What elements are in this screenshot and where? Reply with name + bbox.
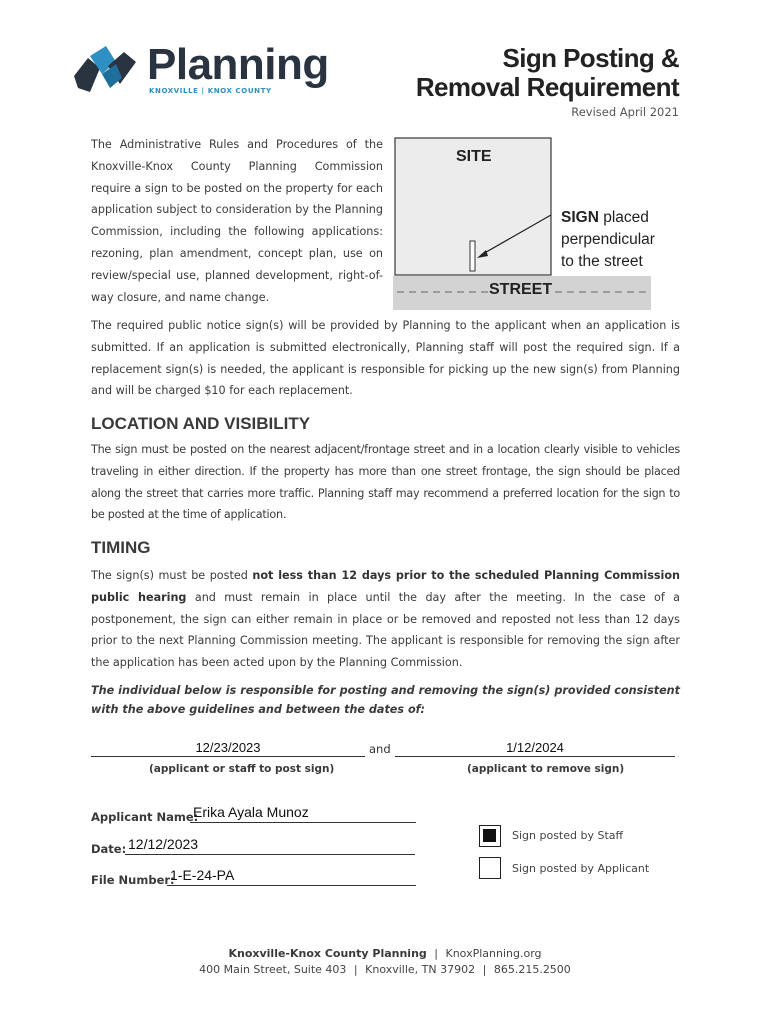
document-title — [416, 44, 679, 102]
logo-subtitle: KNOXVILLE | KNOX COUNTY — [149, 87, 272, 95]
logo-wordmark: Planning — [147, 40, 329, 89]
intro-paragraph: The Administrative Rules and Procedures of the Knoxville-Knox County Planning Commission require a sign to be posted on the property for each application subject to consideration by the Planning Commission, including the following applications: rezoning, plan amendment, concept plan, use on review/special use, planned development, right-of-way closure, and name change. — [91, 138, 383, 304]
notice-paragraph: The required public notice sign(s) will be provided by Planning to the applicant when an application is submitted. If an application is submitted electronically, Planning staff will post the required sign. If a replacement sign(s) is needed, the applicant is responsible for picking up the new sign(s) from Planning and will be charged $10 for each replacement. — [91, 319, 680, 398]
sign-placement-diagram — [393, 137, 655, 312]
staff-posted-checkbox[interactable] — [479, 825, 501, 847]
timing-text-bold: not less than 12 days prior to the scheduled Planning Commission public hearing — [91, 569, 680, 604]
footer-sep-2: | — [353, 963, 358, 976]
planning-logo — [72, 44, 140, 96]
post-date-caption: (applicant or staff to post sign) — [149, 763, 335, 775]
date-field[interactable] — [125, 836, 415, 855]
responsibility-note: The individual below is responsible for posting and removing the sign(s) provided consistent with the above guidelines and between the dates of: — [91, 684, 680, 716]
remove-date-value: 1/12/2024 — [506, 740, 564, 755]
logo-mark-icon — [72, 44, 140, 96]
applicant-posted-checkbox[interactable] — [479, 857, 501, 879]
applicant-name-value: Erika Ayala Munoz — [193, 804, 309, 820]
date-value: 12/12/2023 — [128, 836, 199, 852]
timing-heading: TIMING — [91, 538, 151, 557]
post-date-value: 12/23/2023 — [195, 740, 261, 755]
footer-city: Knoxville, TN 37902 — [365, 963, 476, 976]
timing-text-post: and must remain in place until the day after the meeting. In the case of a postponement, the sign can either remain in place or be removed and reposted not less than 12 days prior to the next Planning Commission meeting. The applicant is responsible for removing the sign after the application has been acted upon by the Planning Commission. — [91, 590, 681, 670]
file-number-value: 1-E-24-PA — [170, 867, 235, 883]
location-paragraph: The sign must be posted on the nearest adjacent/frontage street and in a location clearly visible to vehicles traveling in either direction. If the property has more than one street frontage, the sign should be placed along the street that carries more traffic. Planning staff may recommend a preferred location for the sign to be posted at the time of application. — [91, 443, 680, 522]
revised-date: Revised April 2021 — [571, 105, 679, 119]
footer-line-1 — [0, 947, 770, 960]
diagram-street-label: STREET — [489, 281, 553, 298]
applicant-name-field[interactable] — [190, 804, 416, 823]
diagram-site-label: SITE — [456, 148, 492, 165]
footer-sep-1: | — [434, 947, 438, 960]
timing-paragraph — [91, 565, 680, 674]
footer-website[interactable]: KnoxPlanning.org — [445, 947, 542, 960]
diagram-sign-line2: perpendicular — [561, 231, 655, 248]
file-number-label: File Number: — [91, 873, 175, 887]
diagram-sign-bold: SIGN — [561, 209, 599, 226]
applicant-posted-label: Sign posted by Applicant — [512, 862, 650, 875]
footer-phone: 865.215.2500 — [493, 963, 571, 976]
footer-sep-3: | — [482, 963, 487, 976]
diagram-sign-label — [561, 207, 671, 273]
remove-date-field[interactable] — [395, 740, 675, 757]
file-number-field[interactable] — [167, 867, 416, 886]
and-word: and — [369, 742, 391, 756]
timing-text-pre: The sign(s) must be posted — [91, 569, 253, 582]
location-heading: LOCATION AND VISIBILITY — [91, 414, 311, 433]
footer-line-2 — [0, 963, 770, 976]
staff-posted-label: Sign posted by Staff — [512, 829, 624, 842]
diagram-sign-line3: to the street — [561, 253, 643, 270]
footer-org: Knoxville-Knox County Planning — [228, 947, 427, 960]
date-label: Date: — [91, 842, 127, 856]
diagram-sign-placed: placed — [603, 209, 649, 226]
title-line-1: Sign Posting & — [502, 43, 679, 73]
footer-address: 400 Main Street, Suite 403 — [199, 963, 347, 976]
post-date-field[interactable] — [91, 740, 365, 757]
remove-date-caption: (applicant to remove sign) — [467, 763, 625, 775]
title-line-2: Removal Requirement — [415, 72, 679, 102]
applicant-name-label: Applicant Name: — [91, 810, 199, 824]
